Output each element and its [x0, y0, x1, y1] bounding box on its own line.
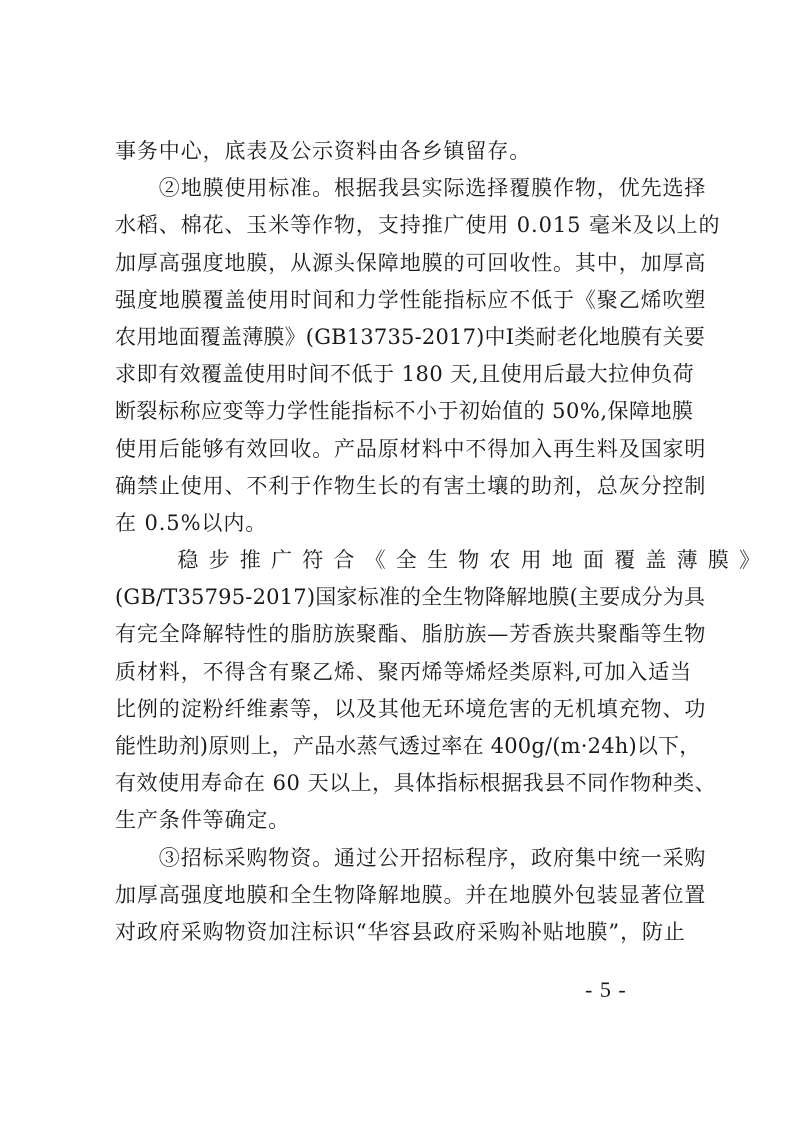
text-line: 对政府采购物资加注标识“华容县政府采购补贴地膜”，防止	[115, 919, 686, 944]
text-line: 加厚高强度地膜和全生物降解地膜。并在地膜外包装显著位置	[115, 882, 707, 907]
text-line: 生产条件等确定。	[115, 808, 291, 833]
text-line: 农用地面覆盖薄膜》(GB13735-2017)中Ⅰ类耐老化地膜有关要	[115, 324, 706, 349]
text-line: 水稻、棉花、玉米等作物，支持推广使用 0.015 毫米及以上的	[115, 213, 721, 238]
text-line: 有完全降解特性的脂肪族聚酯、脂肪族—芳香族共聚酯等生物	[115, 622, 707, 647]
page-number: - 5 -	[585, 977, 627, 1002]
text-line: 加厚高强度地膜，从源头保障地膜的可回收性。其中，加厚高	[115, 250, 707, 275]
text-line: (GB/T35795-2017)国家标准的全生物降解地膜(主要成分为具	[115, 585, 706, 610]
text-line: 断裂标称应变等力学性能指标不小于初始值的 50%,保障地膜	[115, 399, 694, 424]
body-text	[115, 133, 771, 951]
text-line: ②地膜使用标准。根据我县实际选择覆膜作物，优先选择	[115, 176, 707, 201]
text-line: 求即有效覆盖使用时间不低于 180 天,且使用后最大拉伸负荷	[115, 362, 695, 387]
text-line: 比例的淀粉纤维素等，以及其他无环境危害的无机填充物、功	[115, 696, 707, 721]
text-line: 使用后能够有效回收。产品原材料中不得加入再生料及国家明	[115, 436, 707, 461]
text-line: 质材料，不得含有聚乙烯、聚丙烯等烯烃类原料,可加入适当	[115, 659, 692, 684]
text-line: 在 0.5%以内。	[115, 510, 268, 535]
text-line: ③招标采购物资。通过公开招标程序，政府集中统一采购	[115, 845, 707, 870]
text-line: 事务中心，底表及公示资料由各乡镇留存。	[115, 139, 532, 163]
text-line: 能性助剂)原则上，产品水蒸气透过率在 400g/(m·24h)以下，	[115, 734, 701, 758]
text-line: 确禁止使用、不利于作物生长的有害土壤的助剂，总灰分控制	[115, 473, 707, 498]
text-line: 稳步推广符合《全生物农用地面覆盖薄膜》	[115, 548, 771, 573]
text-line: 强度地膜覆盖使用时间和力学性能指标应不低于《聚乙烯吹塑	[115, 287, 707, 312]
text-line: 有效使用寿命在 60 天以上，具体指标根据我县不同作物种类、	[115, 771, 717, 796]
